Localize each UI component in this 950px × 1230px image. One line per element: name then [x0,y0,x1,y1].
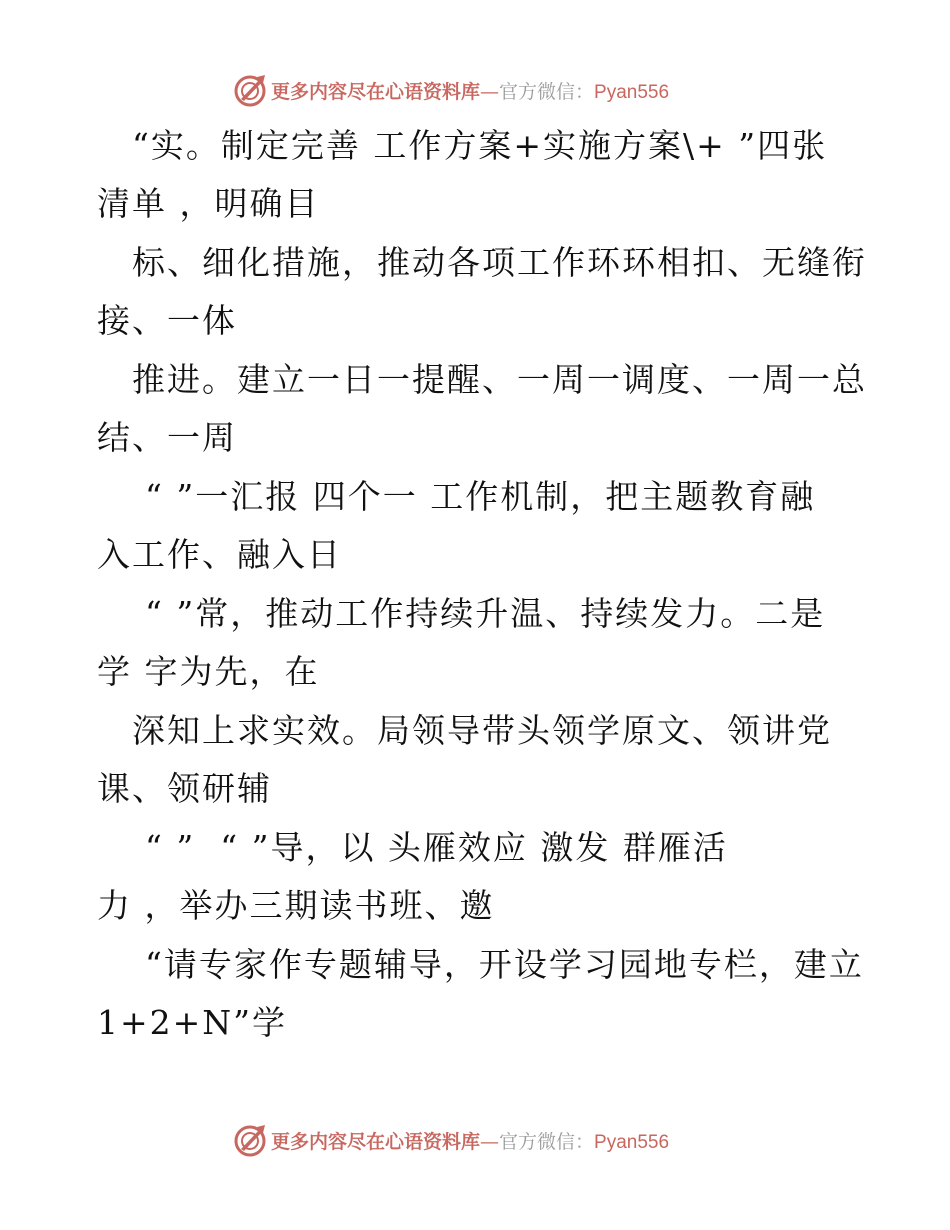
body-line: 课、领研辅 [97,769,272,808]
header-watermark [0,70,950,110]
quill-logo-icon [233,1123,267,1157]
watermark-wechat-id: Pyan556 [594,1131,670,1153]
body-line: 结、一周 [97,418,237,457]
watermark-dash: — [480,80,500,103]
body-line: 力 ，举办三期读书班、邀 [97,886,495,925]
body-line: 接、一体 [97,301,237,340]
watermark-dash: — [480,1130,500,1153]
body-line: “请专家作专题辅导，开设学习园地专栏，建立 [145,945,864,984]
watermark-wechat-id: Pyan556 [594,81,670,103]
watermark-label: 官方微信： [499,80,595,103]
watermark-group [233,70,669,110]
body-line: “ ”一汇报 四个一 工作机制，把主题教育融 [145,477,816,516]
body-line: 入工作、融入日 [97,535,342,574]
body-line: 深知上求实效。局领导带头领学原文、领讲党 [132,711,832,750]
body-line: 学 字为先，在 [97,652,320,691]
body-line: 清单 ，明确目 [97,184,320,223]
watermark-main-text: 更多内容尽在心语资料库 [271,80,481,103]
body-line: 1+2+N”学 [97,1003,288,1042]
body-line: 推进。建立一日一提醒、一周一调度、一周一总 [132,360,867,399]
footer-watermark [0,1120,950,1160]
body-line: “ ” “ ”导，以 头雁效应 激发 群雁活 [145,828,728,867]
quill-logo-icon [233,73,267,107]
watermark-text [271,1127,669,1154]
watermark-group [233,1120,669,1160]
watermark-text [271,77,669,104]
watermark-label: 官方微信： [499,1130,595,1153]
body-line: “实。制定完善 工作方案+实施方案\+ ”四张 [132,126,828,165]
body-line: 标、细化措施，推动各项工作环环相扣、无缝衔 [132,243,867,282]
body-line: “ ”常，推动工作持续升温、持续发力。二是 [145,594,826,633]
watermark-main-text: 更多内容尽在心语资料库 [271,1130,481,1153]
